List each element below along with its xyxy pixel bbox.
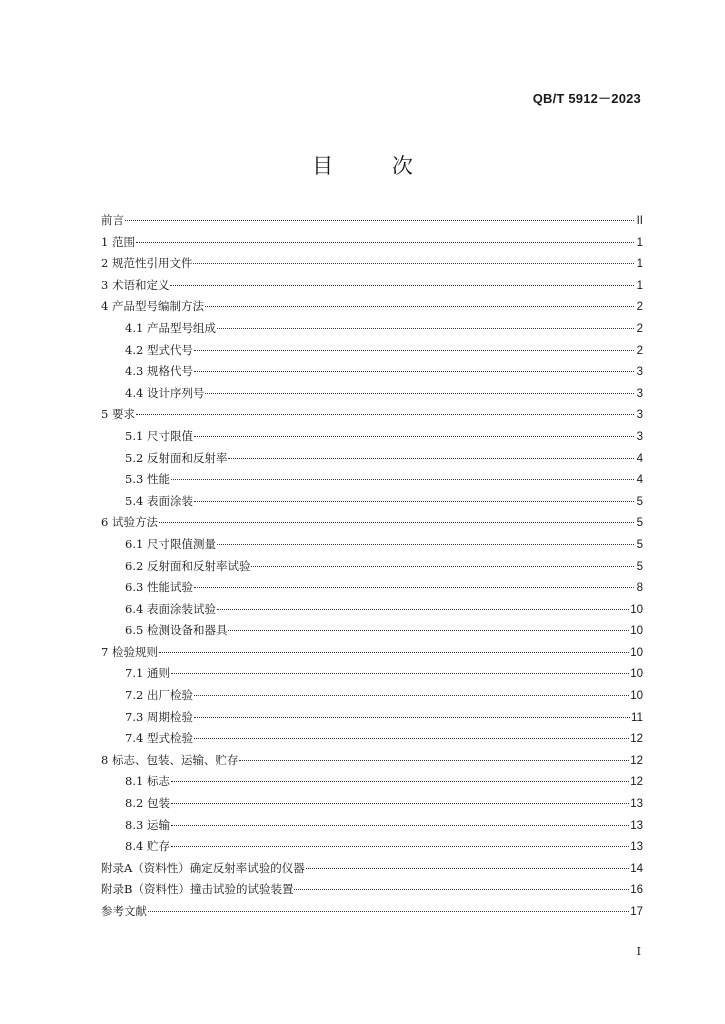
- toc-entry[interactable]: [101, 663, 643, 685]
- toc-entry-page: 8: [636, 582, 643, 595]
- toc-entry[interactable]: [101, 577, 643, 599]
- toc-entry[interactable]: [101, 685, 643, 707]
- dot-leader: [194, 501, 634, 502]
- toc-entry-page: 10: [630, 646, 643, 659]
- toc-entry-label: 8 标志、包装、运输、贮存: [101, 752, 239, 767]
- toc-entry-label: 5.1 尺寸限值: [125, 428, 193, 443]
- dot-leader: [136, 414, 634, 415]
- toc-entry-label: 4.1 产品型号组成: [125, 320, 216, 335]
- toc-entry-page: 17: [630, 906, 643, 918]
- dot-leader: [136, 242, 634, 243]
- toc-entry[interactable]: [101, 296, 643, 318]
- toc-entry-page: 2: [636, 301, 643, 314]
- toc-entry-label: 4.3 规格代号: [125, 364, 193, 379]
- toc-entry-label: 7.2 出厂检验: [125, 688, 193, 703]
- toc-entry-label: 5.4 表面涂装: [125, 493, 193, 508]
- toc-entry-page: 1: [636, 236, 643, 249]
- toc-entry-label: 7 检验规则: [101, 644, 158, 659]
- toc-entry[interactable]: [101, 793, 643, 815]
- standard-code: QB/T 5912－2023: [532, 91, 641, 106]
- toc-entry-label: 1 范围: [101, 234, 135, 249]
- toc-entry-page: 10: [630, 668, 643, 681]
- dot-leader: [194, 436, 634, 437]
- dot-leader: [205, 393, 634, 394]
- toc-entry-page: 5: [636, 538, 643, 551]
- toc-entry-label: 附录A（资料性）确定反射率试验的仪器: [101, 860, 305, 875]
- toc-entry-page: 12: [630, 776, 643, 789]
- toc-entry[interactable]: [101, 491, 643, 513]
- toc-entry[interactable]: [101, 469, 643, 491]
- toc-entry-page: 2: [636, 322, 643, 335]
- toc-entry[interactable]: [101, 836, 643, 858]
- toc-entry-page: 3: [636, 387, 643, 400]
- dot-leader: [217, 609, 629, 610]
- toc-entry[interactable]: [101, 210, 643, 232]
- toc-entry-label: 6 试验方法: [101, 515, 158, 530]
- toc-entry[interactable]: [101, 815, 643, 837]
- toc-entry-page: 5: [636, 495, 643, 508]
- toc-entry-page: 14: [630, 862, 643, 875]
- toc-entry-label: 5.3 性能: [125, 472, 170, 487]
- toc-entry-label: 4.2 型式代号: [125, 342, 193, 357]
- dot-leader: [159, 652, 629, 653]
- toc-entry[interactable]: [101, 620, 643, 642]
- toc-entry-page: 1: [636, 258, 643, 271]
- dot-leader: [159, 522, 634, 523]
- toc-entry[interactable]: [101, 858, 643, 880]
- toc-entry-label: 5 要求: [101, 407, 135, 422]
- toc-entry-label: 3 术语和定义: [101, 277, 170, 292]
- dot-leader: [217, 328, 634, 329]
- dot-leader: [194, 695, 629, 696]
- dot-leader: [193, 263, 634, 264]
- toc-entry-label: 6.4 表面涂装试验: [125, 601, 216, 616]
- dot-leader: [194, 738, 629, 739]
- dot-leader: [125, 220, 634, 221]
- toc-entry-label: 6.3 性能试验: [125, 580, 193, 595]
- toc-entry-page: 3: [636, 430, 643, 443]
- dot-leader: [171, 846, 629, 847]
- toc-entry-label: 6.1 尺寸限值测量: [125, 536, 216, 551]
- dot-leader: [251, 566, 634, 567]
- toc-entry-label: 8.3 运输: [125, 817, 170, 832]
- toc-entry[interactable]: [101, 512, 643, 534]
- toc-entry[interactable]: [101, 599, 643, 621]
- toc-entry-page: 13: [630, 798, 643, 811]
- dot-leader: [194, 350, 634, 351]
- toc-entry-page: 5: [636, 560, 643, 573]
- dot-leader: [171, 781, 629, 782]
- toc-entry-label: 附录B（资料性）撞击试验的试验装置: [101, 882, 294, 897]
- toc-entry[interactable]: [101, 771, 643, 793]
- toc-entry[interactable]: [101, 318, 643, 340]
- toc-entry-label: 8.4 贮存: [125, 839, 170, 854]
- toc-entry[interactable]: [101, 275, 643, 297]
- toc-entry-page: 10: [630, 625, 643, 638]
- toc-entry-label: 7.1 通则: [125, 666, 170, 681]
- dot-leader: [171, 673, 629, 674]
- dot-leader: [148, 911, 629, 912]
- dot-leader: [228, 458, 634, 459]
- toc-entry-label: 2 规范性引用文件: [101, 256, 193, 271]
- toc-entry[interactable]: [101, 383, 643, 405]
- toc-entry[interactable]: [101, 750, 643, 772]
- toc-entry[interactable]: [101, 404, 643, 426]
- toc-entry-label: 4.4 设计序列号: [125, 385, 205, 400]
- toc-entry-label: 7.3 周期检验: [125, 709, 193, 724]
- toc-entry[interactable]: [101, 426, 643, 448]
- page-number: I: [636, 945, 641, 958]
- toc-entry-page: 4: [636, 474, 643, 487]
- dot-leader: [170, 285, 634, 286]
- toc-entry-label: 前言: [101, 213, 124, 227]
- toc-entry-page: 13: [630, 841, 643, 854]
- dot-leader: [194, 717, 630, 718]
- toc-entry-page: 16: [630, 884, 643, 897]
- toc-entry-label: 参考文献: [101, 904, 147, 918]
- toc-entry-label: 8.1 标志: [125, 774, 170, 789]
- toc-entry-page: 12: [630, 733, 643, 746]
- toc-entry-page: 13: [630, 819, 643, 832]
- toc-entry[interactable]: [101, 361, 643, 383]
- dot-leader: [194, 371, 634, 372]
- dot-leader: [306, 868, 629, 869]
- toc-entry[interactable]: [101, 448, 643, 470]
- toc-entry-label: 6.5 检测设备和器具: [125, 623, 228, 638]
- toc-entry[interactable]: [101, 556, 643, 578]
- toc-entry-page: 12: [630, 754, 643, 767]
- toc-entry-label: 7.4 型式检验: [125, 731, 193, 746]
- dot-leader: [171, 479, 634, 480]
- toc-entry-page: 10: [630, 690, 643, 703]
- dot-leader: [239, 760, 629, 761]
- toc-entry-page: 2: [636, 344, 643, 357]
- toc-entry[interactable]: [101, 707, 643, 729]
- toc-entry-page: II: [636, 215, 643, 227]
- toc-entry-label: 4 产品型号编制方法: [101, 299, 204, 314]
- toc-entry[interactable]: [101, 340, 643, 362]
- toc-entry[interactable]: [101, 901, 643, 923]
- toc-entry-page: 5: [636, 517, 643, 530]
- toc-entry-page: 1: [636, 279, 643, 292]
- toc-title: 目 次: [312, 154, 439, 178]
- toc-entry[interactable]: [101, 232, 643, 254]
- toc-entry[interactable]: [101, 728, 643, 750]
- dot-leader: [205, 306, 634, 307]
- table-of-contents: [101, 210, 643, 923]
- toc-entry[interactable]: [101, 642, 643, 664]
- dot-leader: [194, 587, 634, 588]
- dot-leader: [294, 889, 629, 890]
- toc-entry-page: 10: [630, 603, 643, 616]
- toc-entry-page: 4: [636, 452, 643, 465]
- toc-entry[interactable]: [101, 534, 643, 556]
- toc-entry-label: 6.2 反射面和反射率试验: [125, 558, 251, 573]
- toc-entry[interactable]: [101, 879, 643, 901]
- dot-leader: [171, 803, 629, 804]
- dot-leader: [171, 825, 629, 826]
- toc-entry[interactable]: [101, 253, 643, 275]
- toc-entry-page: 11: [631, 711, 643, 724]
- toc-entry-page: 3: [636, 366, 643, 379]
- dot-leader: [228, 630, 629, 631]
- toc-entry-page: 3: [636, 409, 643, 422]
- dot-leader: [217, 544, 634, 545]
- toc-entry-label: 5.2 反射面和反射率: [125, 450, 228, 465]
- toc-entry-label: 8.2 包装: [125, 796, 170, 811]
